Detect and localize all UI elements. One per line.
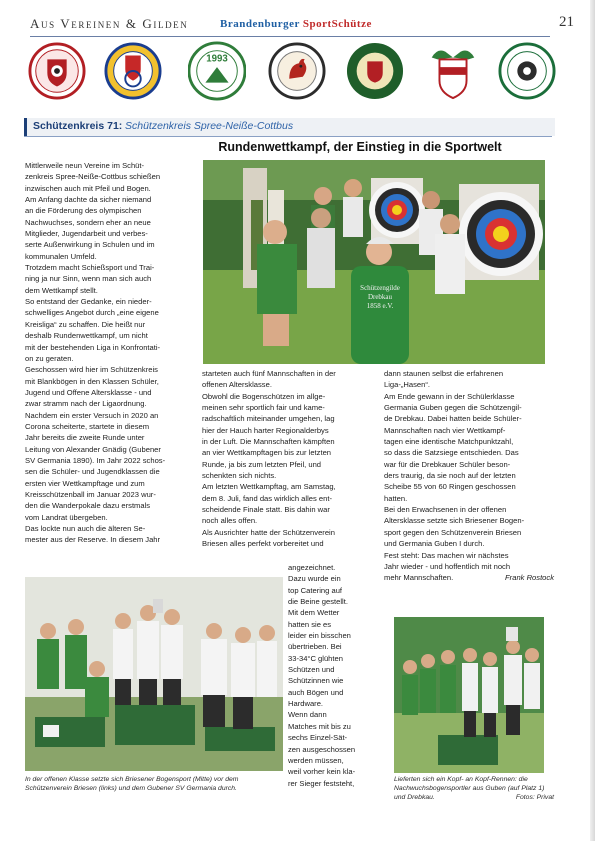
- club-crest-eagle-shield-icon: [424, 40, 482, 102]
- page-edge-shadow: [590, 0, 595, 841]
- caption-youth-photo: [394, 775, 554, 803]
- header-rule: [30, 36, 550, 37]
- article-column-2-continued: [288, 562, 388, 789]
- page-number: 21: [559, 14, 574, 30]
- club-logo-row: [28, 38, 558, 108]
- article-headline: Rundenwettkampf, der Einstieg in die Sportwelt: [218, 140, 502, 154]
- article-text-col2-cont: angezeichnet. Dazu wurde ein top Catering auf die Beine gestellt. Mit dem Wetter hatten sie es leider ein bisschen übertrieben. Bei 33-34°C glühten Schützen und Schützinnen wie auch Bögen und Hardware. Wenn dann Matches mit bis zu sechs Einzel-Sät- zen ausgeschossen werden müssen, weil vorher kein kla- rer Sieger feststeht,: [288, 563, 356, 788]
- article-column-2: [202, 368, 382, 550]
- caption-adult-photo: In der offenen Klasse setzte sich Briesener Bogensport (Mitte) vor dem Schützenverein Briesen (links) und dem Gubener SV Germania durch.: [25, 776, 239, 793]
- article-text-col2: starteten auch fünf Mannschaften in der offenen Altersklasse. Obwohl die Bogenschützen im allge- meinen sehr sportlich fair und kame- radschaftlich miteinander umgehen, lag hier der Hauch harter Regionalderbys in der Luft. Die Mannschaften kämpften an vier Wettkampftagen bis zur letzten Runde, ja bis zum letzten Pfeil, und schenkten sich nichts. Am letzten Wettkampftag, am Samstag, dem 8. Juli, fand das wirklich alles ent- scheidende Finale statt. Bis dahin war noch alles offen. Als Ausrichter hatte der Schützenverein Briesen alles perfekt vorbereitet und: [202, 369, 336, 549]
- section-rule: [24, 136, 552, 137]
- svg-text:SchützengildeDrebkau1858 e.V.: Schützengilde Drebkau 1858 e.V.: [360, 284, 400, 310]
- article-text-col1: Mittlerweile neun Vereine im Schüt- zenkreis Spree-Neiße-Cottbus schießen inzwischen auch mit Pfeil und Bogen. Am Anfang dachte da sicher niemand an die Förderung des olympischen Nachwuchses, sondern eher an neue Mitglieder, Jugendarbeit und verbes- serte Außenwirkung in Schulen und im kommunalen Umfeld. Trotzdem macht Schießsport und Trai- ning ja nur Sinn, wenn man sich auch dem Wettkampf stellt. So entstand der Gedanke, ein nieder- schwelliges Angebot durch „eine eigene Kreisliga“ zu schaffen. Die heißt nur deshalb Rundenwettkampf, um nicht mit der bestehenden Liga in Konfrontati- on zu geraten. Geschossen wird hier im Schützenkreis mit Blankbögen in den Klassen Schüler, Jugend und Offene Altersklasse - und zwar stramm nach der Ligaordnung. Nachdem ein erster Versuch in 2020 an Corona scheiterte, startete in diesem Jahr bereits die zweite Runde unter Leitung von Alexander Gnädig (Gubener SV Germania 1890). Im Jahr 2022 schos- sen die Schüler- und Jugendklassen die ersten vier Wettkampftage und zum Kreisschützenball im Januar 2023 wur- den die Wanderpokale dazu erstmals vom Landrat übergeben. Das lockte nun auch die älteren Se- mester aus der Reserve. In diesem Jahr: [25, 161, 166, 545]
- photo-credit: Fotos: Privat: [515, 794, 554, 801]
- district-section-bar: [24, 118, 555, 136]
- article-author: Frank Rostock: [505, 573, 554, 583]
- article-text-col3: dann staunen selbst die erfahrenen Liga-„Hasen“. Am Ende gewann in der Schülerklasse Germania Guben gegen die Schützengil- de Drebkau. Dabei hatten beide Schüler- Mannschaften nach vier Wettkampf- tagen eine identische Matchpunktzahl, so dass die Satzsiege entschieden. Das war für die Drebkauer Schüler beson- ders traurig, da sie noch auf der letzten Scheibe 55 von 60 Ringen geschossen hatten. Bei den Erwachsenen in der offenen Altersklasse setzte sich Briesener Bogen- sport gegen den Schützenverein Briesen und Germania Guben I durch. Fest steht: Das machen wir nächstes Jahr wieder - und hoffentlich mit noch mehr Mannschaften.: [384, 369, 525, 583]
- club-crest-blue-gold-target-icon: [104, 40, 162, 102]
- photo-adult-podium: [25, 577, 283, 771]
- photo-youth-podium: [394, 617, 544, 773]
- section-title: Aus Vereinen & Gilden: [30, 16, 189, 31]
- district-label: Schützenkreis 71:: [33, 120, 123, 132]
- article-column-1: [25, 160, 203, 546]
- club-crest-green-roundel-icon: [346, 40, 404, 102]
- club-crest-rooster-icon: [268, 40, 326, 102]
- svg-text:1993: 1993: [206, 53, 228, 65]
- club-crest-red-shield-target-icon: [28, 40, 86, 102]
- article-column-3: [384, 368, 554, 584]
- caption-youth-text: Lieferten sich ein Kopf- an Kopf-Rennen: die Nachwuchsbogensportler aus Guben (auf Platz 1) und Drebkau.: [394, 776, 545, 802]
- club-crest-white-roundel-icon: [498, 40, 556, 102]
- magazine-title: Brandenburger SportSchütze: [220, 18, 372, 30]
- page-header: [30, 14, 578, 36]
- district-name: Schützenkreis Spree-Neiße-Cottbus: [125, 120, 294, 132]
- photo-archery-targets: [203, 160, 545, 364]
- club-crest-green-1993-uckermark-icon: [188, 40, 246, 102]
